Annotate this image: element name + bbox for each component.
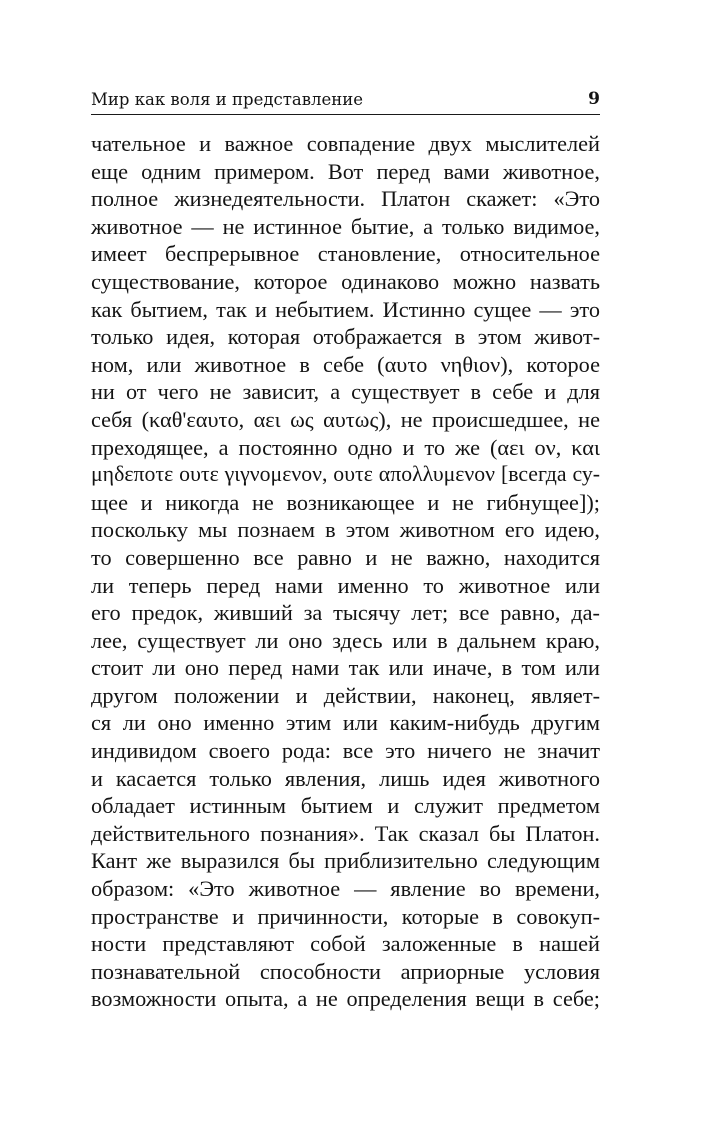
text-line: и касается только явления, лишь идея животного (91, 765, 600, 791)
text-line: стоит ли оно перед нами так или иначе, в том или (91, 655, 600, 681)
text-line: ли теперь перед нами именно то животное или (91, 572, 600, 598)
text-line: имеет беспрерывное становление, относительное (91, 241, 600, 267)
text-line: пространстве и причинности, которые в совокуп- (91, 903, 600, 929)
text-line: себя (καθ'εαυτο, αει ως αυτως), не происшедшее, не (91, 406, 600, 432)
text-line: только идея, которая отображается в этом живот- (91, 324, 600, 350)
text-line: щее и никогда не возникающее и не гибнущее]); (91, 489, 600, 515)
text-line: его предок, живший за тысячу лет; все равно, да- (91, 600, 600, 626)
text-line: образом: «Это животное — явление во времени, (91, 876, 600, 902)
text-line: животное — не истинное бытие, а только видимое, (91, 213, 600, 239)
text-line: чательное и важное совпадение двух мыслителей (91, 131, 600, 156)
text-line: как бытием, так и небытием. Истинно сущее — это (91, 296, 600, 322)
text-line: поскольку мы познаем в этом животном его идею, (91, 517, 600, 543)
text-line: познавательной способности априорные условия (91, 958, 600, 984)
text-line: еще одним примером. Вот перед вами животное, (91, 158, 600, 184)
text-line: возможности опыта, а не определения вещи в себе; (91, 986, 600, 1012)
text-line: Кант же выразился бы приблизительно следующим (91, 848, 600, 874)
text-line: ном, или животное в себе (αυτο νηθιον), которое (91, 351, 600, 377)
text-line: то совершенно все равно и не важно, находится (91, 544, 600, 570)
text-line: индивидом своего рода: все это ничего не значит (91, 738, 600, 764)
text-line: существование, которое одинаково можно назвать (91, 268, 600, 294)
text-line: лее, существует ли оно здесь или в дальнем краю, (91, 627, 600, 653)
running-title: Мир как воля и представление (91, 90, 363, 109)
text-line: полное жизнедеятельности. Платон скажет: «Это (91, 186, 600, 212)
text-line: ности представляют собой заложенные в нашей (91, 931, 600, 957)
text-line: преходящее, а постоянно одно и то же (αει ον, και (91, 434, 600, 460)
running-header (91, 88, 600, 115)
body-text (91, 130, 600, 1013)
text-line: μηδεποτε ουτε γιγνομενον, ουτε απολλυμενον [всегда су- (91, 462, 600, 487)
text-line: действительного познания». Так сказал бы Платон. (91, 820, 600, 846)
text-line: ни от чего не зависит, а существует в себе и для (91, 379, 600, 405)
text-line: другом положении и действии, наконец, являет- (91, 682, 600, 708)
text-line: ся ли оно именно этим или каким-нибудь другим (91, 710, 600, 736)
text-line: обладает истинным бытием и служит предметом (91, 793, 600, 819)
page-number: 9 (588, 89, 600, 109)
